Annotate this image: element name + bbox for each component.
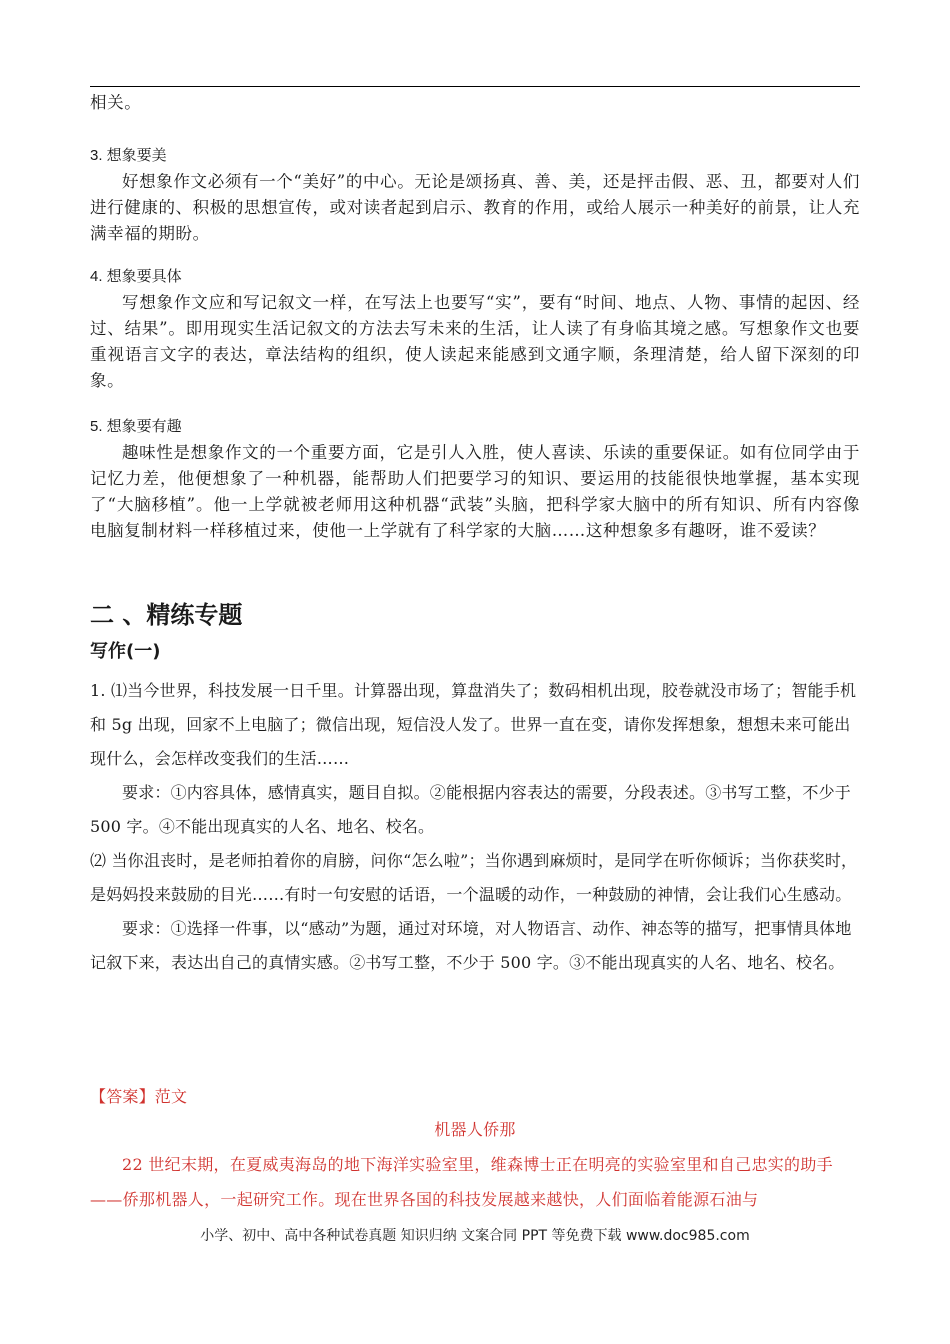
question-1: 1. ⑴当今世界，科技发展一日千里。计算器出现，算盘消失了；数码相机出现，胶卷就没市场了；智能手机和 5g 出现，回家不上电脑了；微信出现，短信没人发了。世界一直在变，请你发挥想象，想想未来可能出现什么，会怎样改变我们的生活…… [90,681,857,768]
point-3 [90,143,860,247]
continuation-paragraph [90,90,860,116]
subsection-title: 写作(一) [90,641,161,662]
point-heading: 4. 想象要具体 [90,268,182,285]
answer-label: 【答案】范文 [90,1087,188,1106]
essay-body-block [90,1147,860,1217]
point-body: 写想象作文应和写记叙文一样，在写法上也要写“实”，要有“时间、地点、人物、事情的起因、经 过、结果”。即用现实生活记叙文的方法去写未来的生活，让人读了有身临其境之感。写想象作文也要重视语言文字的表达，章法结构的组织，使人读起来能感到文通字顺，条理清楚，给人留下深刻的印象。 [90,293,860,390]
header-rule [90,86,860,87]
answer-block [90,1080,860,1114]
point-4 [90,264,860,394]
question-1-requirements: 要求：①内容具体，感情真实，题目自拟。②能根据内容表达的需要，分段表述。③书写工整，不少于 500 字。④不能出现真实的人名、地名、校名。 [90,783,852,836]
question-2: ⑵ 当你沮丧时，是老师拍着你的肩膀，问你“怎么啦”；当你遇到麻烦时，是同学在听你倾诉；当你获奖时，是妈妈投来鼓励的目光……有时一句安慰的话语，一个温暖的动作，一种鼓励的神情，会让我们心生感动。 [90,851,858,904]
point-heading: 5. 想象要有趣 [90,418,182,435]
point-body: 趣味性是想象作文的一个重要方面，它是引人入胜，使人喜读、乐读的重要保证。如有位同学由于记忆力差，他便想象了一种机器，能帮助人们把要学习的知识、要运用的技能很快地掌握，基本实现了“大脑移植”。他一上学就被老师用这种机器“武装”头脑，把科学家大脑中的所有知识、所有内容像电脑复制材料一样移植过来，使他一上学就有了科学家的大脑……这种想象多有趣呀，谁不爱读？ [90,443,860,540]
essay-title: 机器人侨那 [434,1120,516,1139]
section-title: 二 、精练专题 [90,601,243,629]
point-heading: 3. 想象要美 [90,147,167,164]
page-footer: 小学、初中、高中各种试卷真题 知识归纳 文案合同 PPT 等免费下载 www.doc985.com [200,1228,750,1244]
section-title-block [90,600,860,630]
continuation-text: 相关。 [90,93,142,112]
point-5 [90,414,860,544]
subsection-title-block [90,640,860,664]
question-2-requirements: 要求：①选择一件事，以“感动”为题，通过对环境，对人物语言、动作、神态等的描写，把事情具体地记叙下来，表达出自己的真情实感。②书写工整，不少于 500 字。③不能出现真实的人名、地名、校名。 [90,919,852,972]
essay-title-block [90,1112,860,1147]
essay-body: 22 世纪末期，在夏威夷海岛的地下海洋实验室里，维森博士正在明亮的实验室里和自己忠实的助手——侨那机器人，一起研究工作。现在世界各国的科技发展越来越快，人们面临着能源石油与 [90,1155,833,1209]
question-block [90,674,860,980]
point-body: 好想象作文必须有一个“美好”的中心。无论是颂扬真、善、美，还是抨击假、恶、丑，都要对人们进行健康的、积极的思想宣传，或对读者起到启示、教育的作用，或给人展示一种美好的前景，让人充满幸福的期盼。 [90,172,860,243]
